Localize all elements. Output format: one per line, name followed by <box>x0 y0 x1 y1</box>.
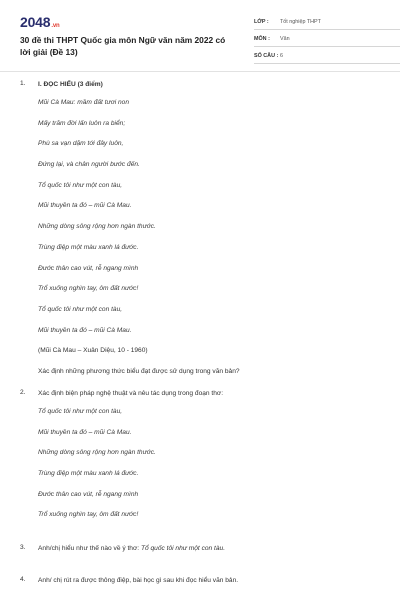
poem-line: Tổ quốc tôi như một con tàu, <box>38 305 123 313</box>
question-prompt: Xác định những phương thức biểu đạt được sử dụng trong văn bản? <box>38 367 240 375</box>
question-text: Anh/ chị rút ra được thông điệp, bài học gì sau khi đọc hiểu văn bản. <box>38 577 239 584</box>
question-number: 2. <box>20 389 26 396</box>
question-number: 4. <box>20 576 26 583</box>
meta-value: 6 <box>280 53 283 59</box>
question-heading: Xác định biện pháp nghệ thuật và nêu tác dụng trong đoạn thơ: <box>38 390 224 397</box>
meta-label: MÔN : <box>254 36 270 42</box>
poem-line: Đứng lại, và chân người bước đến. <box>38 161 140 169</box>
meta-value: Tốt nghiệp THPT <box>280 19 321 25</box>
question-heading: I. ĐỌC HIỂU (3 điểm) <box>38 81 103 88</box>
poem-line: Đước thân cao vút, rễ ngang mình <box>38 264 139 272</box>
question-number: 1. <box>20 80 26 87</box>
question-number: 3. <box>20 544 26 551</box>
question-list <box>20 80 380 590</box>
document-header <box>20 12 382 70</box>
poem-line: Mấy trăm đời lấn luôn ra biển; <box>38 119 126 127</box>
meta-label: SỐ CÂU : <box>254 53 279 59</box>
poem-line: Trổ xuống nghìn tay, ôm đất nước! <box>38 511 139 519</box>
question-text-italic: Tổ quốc tôi như một con tàu. <box>140 545 226 552</box>
poem-line: Những dòng sông rộng hơn ngàn thước. <box>38 223 156 231</box>
meta-row-subject <box>254 32 400 47</box>
poem-line: Đước thân cao vút, rễ ngang mình <box>38 490 139 498</box>
header-divider <box>0 71 400 72</box>
question-body <box>38 389 380 531</box>
question-4 <box>20 576 380 590</box>
question-text <box>38 544 380 553</box>
poem-line: Mũi thuyền ta đó – mũi Cà Mau. <box>38 428 132 436</box>
question-body <box>38 80 380 376</box>
poem-line: Những dòng sông rộng hơn ngàn thước. <box>38 449 156 457</box>
poem-line: Trổ xuống nghìn tay, ôm đất nước! <box>38 285 139 293</box>
question-3 <box>20 544 380 576</box>
poem-line: Mũi Cà Mau: mầm đất tươi non <box>38 99 129 106</box>
poem-line: Tổ quốc tôi như một con tàu, <box>38 181 123 189</box>
poem-line: Trùng điệp một màu xanh lá đước. <box>38 470 139 478</box>
poem-line: Phù sa vạn dặm tới đây luôn, <box>38 140 124 148</box>
meta-row-count <box>254 49 400 64</box>
meta-value: Văn <box>280 36 290 42</box>
poem-line: Mũi thuyền ta đó – mũi Cà Mau. <box>38 202 132 210</box>
poem-line: Mũi thuyền ta đó – mũi Cà Mau. <box>38 326 132 334</box>
meta-label: LỚP : <box>254 19 269 25</box>
site-logo[interactable] <box>20 14 59 30</box>
meta-row-class <box>254 15 400 30</box>
document-title: 30 đề thi THPT Quốc gia môn Ngữ văn năm 2022 có lời giải (Đề 13) <box>20 35 226 57</box>
question-body <box>38 576 380 585</box>
logo-suffix: .vn <box>51 23 60 29</box>
question-1 <box>20 80 380 389</box>
question-text-plain: Anh/chị hiểu như thế nào về ý thơ: <box>38 545 141 552</box>
poem-source: (Mũi Cà Mau – Xuân Diệu, 10 - 1960) <box>38 347 148 355</box>
question-body <box>38 544 380 553</box>
document-meta <box>254 15 400 66</box>
question-2 <box>20 389 380 544</box>
poem-line: Trùng điệp một màu xanh lá đước. <box>38 243 139 251</box>
logo-text: 2048 <box>20 14 51 30</box>
poem-line: Tổ quốc tôi như một con tàu, <box>38 408 123 415</box>
